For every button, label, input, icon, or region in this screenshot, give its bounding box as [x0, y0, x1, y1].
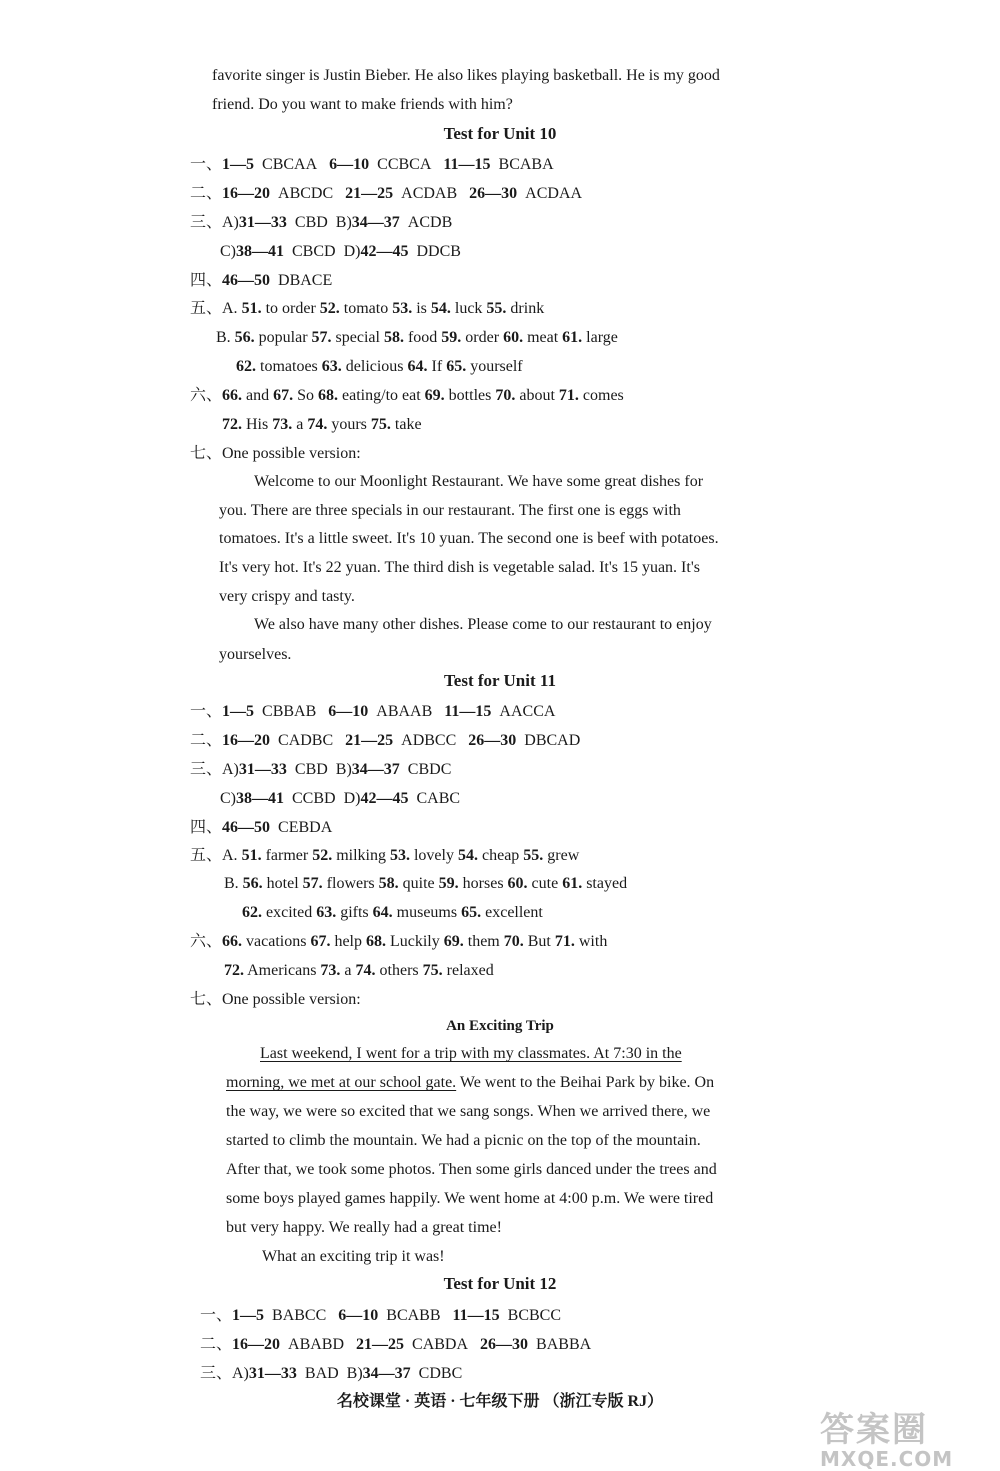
- essay-line: We also have many other dishes. Please come to our restaurant to enjoy: [254, 616, 712, 633]
- answer-row: 一、1—5 CBBAB 6—10 ABAAB 11—15 AACCA: [190, 703, 556, 720]
- unit-11-title: Test for Unit 11: [444, 671, 556, 690]
- answer-row: 三、A)31—33 BAD B)34—37 CDBC: [200, 1365, 463, 1382]
- unit-12-title: Test for Unit 12: [443, 1274, 557, 1293]
- essay-line: What an exciting trip it was!: [262, 1248, 445, 1265]
- essay-line: some boys played games happily. We went home at 4:00 p.m. We were tired: [226, 1190, 714, 1207]
- page-footer: 名校课堂 · 英语 · 七年级下册 （浙江专版 RJ）: [336, 1393, 664, 1410]
- section-label: 七、One possible version:: [190, 445, 361, 462]
- section-label: 七、One possible version:: [190, 991, 361, 1008]
- answer-row: 三、A)31—33 CBD B)34—37 ACDB: [190, 214, 453, 231]
- answer-row: C)38—41 CCBD D)42—45 CABC: [220, 790, 461, 807]
- essay-line: very crispy and tasty.: [219, 588, 355, 605]
- answer-row: 四、46—50 DBACE: [190, 272, 333, 289]
- essay-line: Welcome to our Moonlight Restaurant. We have some great dishes for: [254, 473, 704, 490]
- watermark-logo: [820, 1402, 970, 1471]
- answer-row: 五、A. 51. to order 52. tomato 53. is 54. luck 55. drink: [190, 300, 545, 317]
- answer-row: 62. tomatoes 63. delicious 64. If 65. yourself: [236, 358, 523, 375]
- intro-line: friend. Do you want to make friends with him?: [212, 96, 513, 113]
- answer-row: B. 56. hotel 57. flowers 58. quite 59. horses 60. cute 61. stayed: [224, 875, 628, 892]
- essay-line: morning, we met at our school gate. We went to the Beihai Park by bike. On: [226, 1074, 715, 1091]
- answer-row: 五、A. 51. farmer 52. milking 53. lovely 54. cheap 55. grew: [190, 847, 580, 864]
- essay-underlined-phrase: morning, we met at our school gate.: [226, 1074, 457, 1091]
- answer-row: 72. Americans 73. a 74. others 75. relaxed: [224, 962, 494, 979]
- answer-row: 62. excited 63. gifts 64. museums 65. excellent: [242, 904, 543, 921]
- answer-row: 二、16—20 CADBC 21—25 ADBCC 26—30 DBCAD: [190, 732, 581, 749]
- essay-line: tomatoes. It's a little sweet. It's 10 yuan. The second one is beef with potatoes.: [219, 530, 719, 547]
- answer-row: 二、16—20 ABCDC 21—25 ACDAB 26—30 ACDAA: [190, 185, 583, 202]
- essay-line: yourselves.: [219, 646, 292, 663]
- essay-line: After that, we took some photos. Then some girls danced under the trees and: [226, 1161, 717, 1178]
- essay-line: you. There are three specials in our restaurant. The first one is eggs with: [219, 502, 681, 519]
- answer-row: 三、A)31—33 CBD B)34—37 CBDC: [190, 761, 452, 778]
- answer-row: 四、46—50 CEBDA: [190, 819, 333, 836]
- essay-line: the way, we were so excited that we sang songs. When we arrived there, we: [226, 1103, 711, 1120]
- answer-row: B. 56. popular 57. special 58. food 59. order 60. meat 61. large: [216, 329, 618, 346]
- essay-title: An Exciting Trip: [446, 1018, 554, 1034]
- essay-line: but very happy. We really had a great time!: [226, 1219, 502, 1236]
- watermark-site: MXQE.COM: [820, 1447, 954, 1471]
- answer-row: C)38—41 CBCD D)42—45 DDCB: [220, 243, 461, 260]
- answer-row: 一、1—5 BABCC 6—10 BCABB 11—15 BCBCC: [200, 1307, 561, 1324]
- intro-line: favorite singer is Justin Bieber. He also likes playing basketball. He is my good: [212, 67, 720, 84]
- answer-row: 一、1—5 CBCAA 6—10 CCBCA 11—15 BCABA: [190, 156, 554, 173]
- unit-10-title: Test for Unit 10: [443, 124, 557, 143]
- watermark-mark: 答案圈: [820, 1410, 928, 1450]
- essay-line: started to climb the mountain. We had a picnic on the top of the mountain.: [226, 1132, 701, 1149]
- answer-row: 六、66. vacations 67. help 68. Luckily 69. them 70. But 71. with: [190, 933, 608, 950]
- answer-row: 二、16—20 ABABD 21—25 CABDA 26—30 BABBA: [200, 1336, 592, 1353]
- answer-row: 六、66. and 67. So 68. eating/to eat 69. bottles 70. about 71. comes: [190, 387, 624, 404]
- essay-line: It's very hot. It's 22 yuan. The third dish is vegetable salad. It's 15 yuan. It's: [219, 559, 700, 576]
- essay-line-underlined: Last weekend, I went for a trip with my classmates. At 7:30 in the: [260, 1045, 682, 1062]
- answer-row: 72. His 73. a 74. yours 75. take: [222, 416, 422, 433]
